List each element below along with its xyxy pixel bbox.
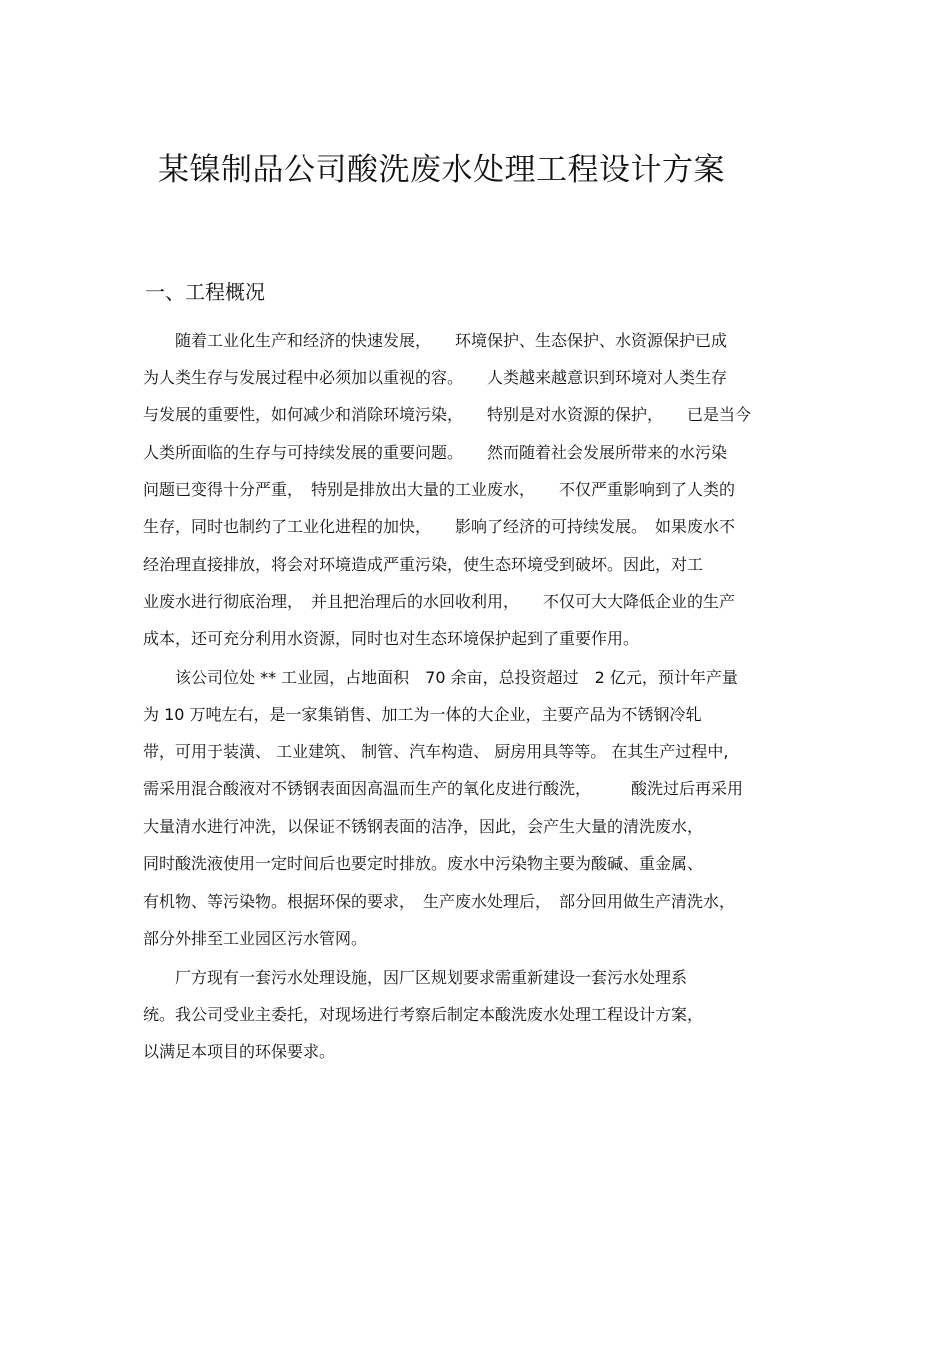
- paragraph-line: 有机物、等污染物。根据环保的要求， 生产废水处理后， 部分回用做生产清洗水，: [143, 892, 736, 911]
- paragraph-line: 成本，还可充分利用水资源，同时也对生态环境保护起到了重要作用。: [143, 629, 640, 648]
- paragraph-line: 厂方现有一套污水处理设施，因厂区规划要求需重新建设一套污水处理系: [143, 968, 688, 987]
- paragraph-line: 业废水进行彻底治理， 并且把治理后的水回收利用， 不仅可大大降低企业的生产: [143, 592, 736, 611]
- section-heading: 一、工程概况: [145, 280, 265, 304]
- paragraph-line: 随着工业化生产和经济的快速发展， 环境保护、生态保护、水资源保护已成: [143, 331, 728, 350]
- paragraph-line: 带，可用于装潢、 工业建筑、 制管、汽车构造、 厨房用具等等。 在其生产过程中,: [143, 742, 729, 761]
- paragraph-line: 同时酸洗液使用一定时间后也要定时排放。废水中污染物主要为酸碱、重金属、: [143, 854, 704, 873]
- paragraph-line: 为人类生存与发展过程中必须加以重视的容。 人类越来越意识到环境对人类生存: [143, 368, 728, 387]
- paragraph-line: 需采用混合酸液对不锈钢表面因高温而生产的氧化皮进行酸洗， 酸洗过后再采用: [143, 779, 744, 798]
- paragraph-line: 该公司位处 ** 工业园，占地面积 70 余亩，总投资超过 2 亿元，预计年产量: [143, 668, 738, 687]
- paragraph-line: 为 10 万吨左右，是一家集销售、加工为一体的大企业，主要产品为不锈钢冷轧: [143, 705, 702, 724]
- paragraph-line: 与发展的重要性，如何减少和消除环境污染， 特别是对水资源的保护， 已是当今: [143, 405, 752, 424]
- paragraph-line: 以满足本项目的环保要求。: [143, 1042, 336, 1061]
- paragraph-line: 部分外排至工业园区污水管网。: [143, 929, 368, 948]
- paragraph-line: 大量清水进行冲洗，以保证不锈钢表面的洁净，因此，会产生大量的清洗废水，: [143, 817, 704, 836]
- paragraph-line: 经治理直接排放，将会对环境造成严重污染，使生态环境受到破坏。因此，对工: [143, 555, 704, 574]
- paragraph-line: 生存，同时也制约了工业化进程的加快， 影响了经济的可持续发展。 如果废水不: [143, 517, 736, 536]
- paragraph-line: 人类所面临的生存与可持续发展的重要问题。 然而随着社会发展所带来的水污染: [143, 443, 728, 462]
- paragraph-line: 统。我公司受业主委托，对现场进行考察后制定本酸洗废水处理工程设计方案，: [143, 1005, 704, 1024]
- paragraph-line: 问题已变得十分严重， 特别是排放出大量的工业废水， 不仅严重影响到了人类的: [143, 480, 736, 499]
- document-title: 某镍制品公司酸洗废水处理工程设计方案: [158, 152, 725, 188]
